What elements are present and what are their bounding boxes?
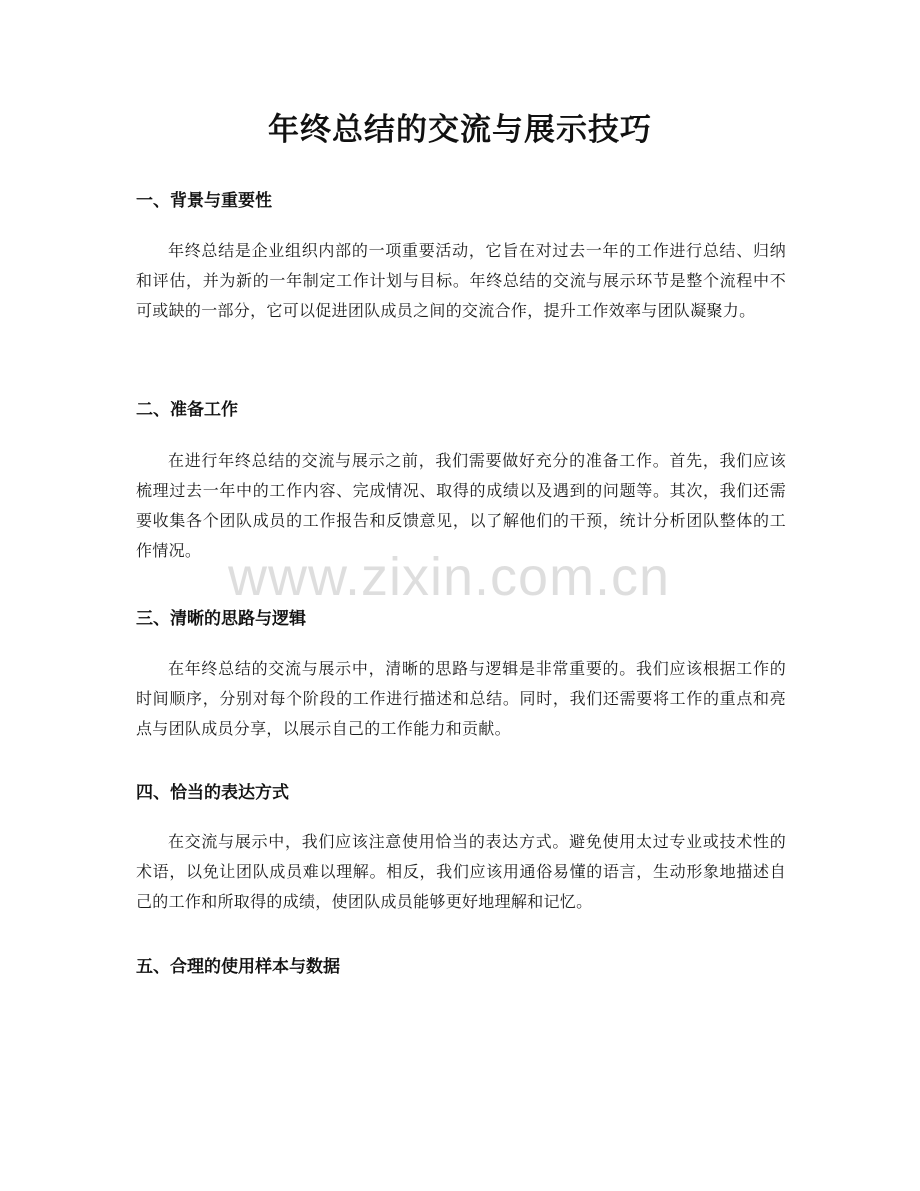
- section-heading-samples-data: 五、合理的使用样本与数据: [136, 957, 340, 977]
- section-heading-preparation: 二、准备工作: [136, 400, 238, 420]
- section-heading-expression: 四、恰当的表达方式: [136, 783, 289, 803]
- section-paragraph-background: 年终总结是企业组织内部的一项重要活动，它旨在对过去一年的工作进行总结、归纳和评估，并为新的一年制定工作计划与目标。年终总结的交流与展示环节是整个流程中不可或缺的一部分，它可以促进团队成员之间的交流合作，提升工作效率与团队凝聚力。: [136, 241, 786, 320]
- section-heading-background: 一、背景与重要性: [136, 191, 272, 211]
- section-paragraph-preparation: 在进行年终总结的交流与展示之前，我们需要做好充分的准备工作。首先，我们应该梳理过去一年中的工作内容、完成情况、取得的成绩以及遇到的问题等。其次，我们还需要收集各个团队成员的工作报告和反馈意见，以了解他们的干预，统计分析团队整体的工作情况。: [136, 451, 786, 560]
- section-heading-logic: 三、清晰的思路与逻辑: [136, 609, 306, 629]
- section-paragraph-expression: 在交流与展示中，我们应该注意使用恰当的表达方式。避免使用太过专业或技术性的术语，以免让团队成员难以理解。相反，我们应该用通俗易懂的语言，生动形象地描述自己的工作和所取得的成绩，使团队成员能够更好地理解和记忆。: [136, 832, 786, 911]
- section-paragraph-logic: 在年终总结的交流与展示中，清晰的思路与逻辑是非常重要的。我们应该根据工作的时间顺序，分别对每个阶段的工作进行描述和总结。同时，我们还需要将工作的重点和亮点与团队成员分享，以展示自己的工作能力和贡献。: [136, 659, 786, 738]
- document-title: 年终总结的交流与展示技巧: [268, 112, 652, 148]
- watermark-text: www.zixin.com.cn: [228, 547, 671, 607]
